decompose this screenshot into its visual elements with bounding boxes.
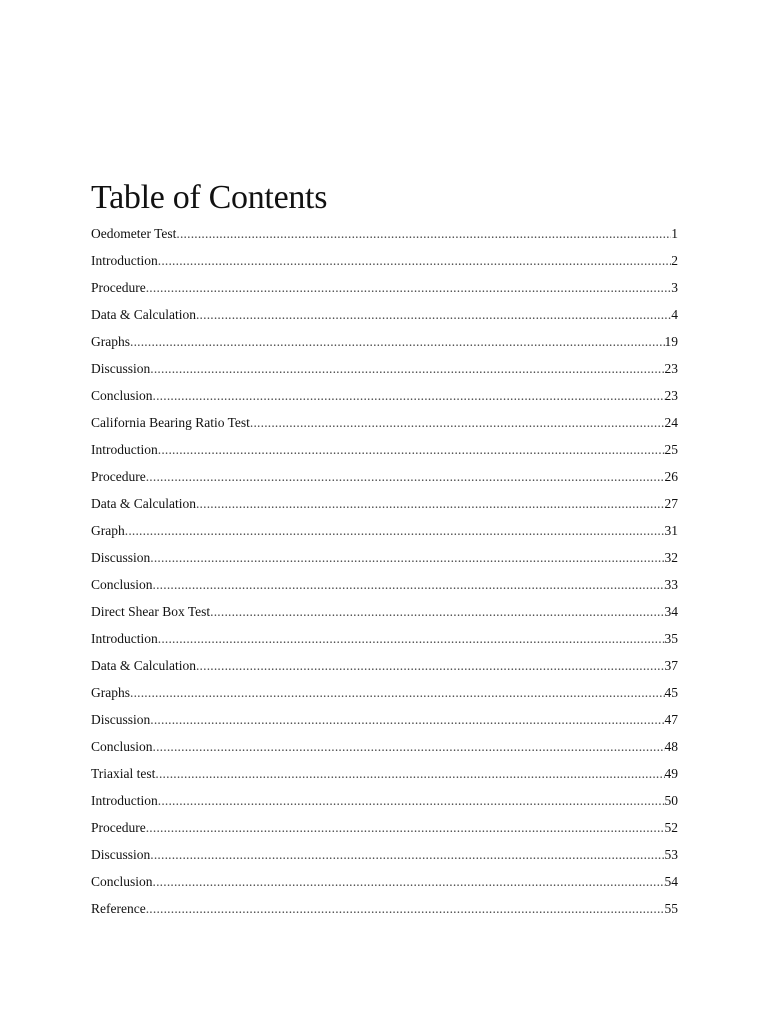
toc-entry[interactable] bbox=[91, 706, 678, 733]
toc-entry[interactable] bbox=[91, 301, 678, 328]
dot-leader bbox=[150, 706, 664, 733]
toc-entry[interactable] bbox=[91, 544, 678, 571]
toc-entry-page-number: 23 bbox=[664, 388, 678, 403]
toc-entry[interactable] bbox=[91, 895, 678, 922]
toc-entry-label[interactable]: Discussion bbox=[91, 361, 151, 376]
toc-entry-label[interactable]: Data & Calculation bbox=[91, 496, 196, 511]
toc-entry-page-number: 33 bbox=[664, 577, 678, 592]
dot-leader bbox=[196, 490, 665, 517]
toc-entry-page-number: 50 bbox=[664, 793, 678, 808]
toc-entry[interactable] bbox=[91, 409, 678, 436]
dot-leader bbox=[146, 463, 665, 490]
toc-entry[interactable] bbox=[91, 571, 678, 598]
toc-entry-page-number: 1 bbox=[671, 226, 678, 241]
dot-leader bbox=[125, 517, 665, 544]
toc-entry-label[interactable]: Introduction bbox=[91, 442, 158, 457]
toc-entry-page-number: 24 bbox=[664, 415, 678, 430]
toc-entry-label[interactable]: Oedometer Test bbox=[91, 226, 177, 241]
toc-entry-page-number: 37 bbox=[664, 658, 678, 673]
toc-entry-label[interactable]: Discussion bbox=[91, 550, 151, 565]
toc-entry-label[interactable]: Introduction bbox=[91, 631, 158, 646]
toc-entry[interactable] bbox=[91, 220, 678, 247]
toc-entry-label[interactable]: Reference bbox=[91, 901, 146, 916]
toc-entry[interactable] bbox=[91, 436, 678, 463]
toc-entry-label[interactable]: Procedure bbox=[91, 820, 146, 835]
dot-leader bbox=[155, 760, 664, 787]
dot-leader bbox=[158, 247, 672, 274]
toc-entry[interactable] bbox=[91, 733, 678, 760]
toc-entry[interactable] bbox=[91, 625, 678, 652]
toc-entry[interactable] bbox=[91, 247, 678, 274]
toc-entry[interactable] bbox=[91, 517, 678, 544]
dot-leader bbox=[153, 868, 665, 895]
toc-entry-page-number: 27 bbox=[664, 496, 678, 511]
dot-leader bbox=[176, 220, 671, 247]
toc-entry-label[interactable]: Data & Calculation bbox=[91, 658, 196, 673]
toc-entry[interactable] bbox=[91, 274, 678, 301]
toc-entry-page-number: 4 bbox=[671, 307, 678, 322]
toc-entry[interactable] bbox=[91, 679, 678, 706]
toc-entry-label[interactable]: Graphs bbox=[91, 685, 130, 700]
toc-entry[interactable] bbox=[91, 598, 678, 625]
dot-leader bbox=[158, 787, 665, 814]
toc-entry-label[interactable]: Introduction bbox=[91, 253, 158, 268]
toc-entry-page-number: 26 bbox=[664, 469, 678, 484]
toc-entry-page-number: 49 bbox=[664, 766, 678, 781]
toc-entry[interactable] bbox=[91, 652, 678, 679]
dot-leader bbox=[130, 679, 665, 706]
toc-entry-label[interactable]: Conclusion bbox=[91, 874, 153, 889]
toc-entry-page-number: 35 bbox=[664, 631, 678, 646]
toc-entry-page-number: 47 bbox=[664, 712, 678, 727]
dot-leader bbox=[196, 652, 665, 679]
toc-entry-page-number: 34 bbox=[664, 604, 678, 619]
dot-leader bbox=[150, 841, 664, 868]
toc-entry-label[interactable]: Conclusion bbox=[91, 577, 153, 592]
dot-leader bbox=[153, 733, 665, 760]
toc-entry-page-number: 25 bbox=[664, 442, 678, 457]
toc-entry-page-number: 2 bbox=[671, 253, 678, 268]
toc-entry-label[interactable]: Graph bbox=[91, 523, 125, 538]
toc-entry[interactable] bbox=[91, 382, 678, 409]
page-title: Table of Contents bbox=[91, 179, 328, 216]
toc-entry[interactable] bbox=[91, 841, 678, 868]
toc-entry-label[interactable]: Introduction bbox=[91, 793, 158, 808]
toc-entry-page-number: 3 bbox=[671, 280, 678, 295]
toc-entry[interactable] bbox=[91, 814, 678, 841]
toc-entry-page-number: 48 bbox=[664, 739, 678, 754]
toc-entry-page-number: 19 bbox=[664, 334, 678, 349]
dot-leader bbox=[146, 274, 672, 301]
toc-entry[interactable] bbox=[91, 490, 678, 517]
toc-entry-label[interactable]: Triaxial test bbox=[91, 766, 156, 781]
toc-entry-page-number: 55 bbox=[664, 901, 678, 916]
toc-entry-label[interactable]: Conclusion bbox=[91, 388, 153, 403]
dot-leader bbox=[210, 598, 664, 625]
toc-entry-label[interactable]: Graphs bbox=[91, 334, 130, 349]
toc-entry-label[interactable]: Discussion bbox=[91, 847, 151, 862]
toc-entry-label[interactable]: Direct Shear Box Test bbox=[91, 604, 211, 619]
dot-leader bbox=[150, 355, 664, 382]
toc-entry-page-number: 52 bbox=[664, 820, 678, 835]
dot-leader bbox=[146, 814, 665, 841]
toc-entry-label[interactable]: Procedure bbox=[91, 280, 146, 295]
toc-entry[interactable] bbox=[91, 355, 678, 382]
toc-entry-page-number: 31 bbox=[664, 523, 678, 538]
toc-entry-label[interactable]: Procedure bbox=[91, 469, 146, 484]
dot-leader bbox=[158, 436, 665, 463]
toc-entry-label[interactable]: Discussion bbox=[91, 712, 151, 727]
toc-entry-label[interactable]: Data & Calculation bbox=[91, 307, 196, 322]
toc-entry-page-number: 45 bbox=[664, 685, 678, 700]
dot-leader bbox=[146, 895, 665, 922]
toc-entry-label[interactable]: California Bearing Ratio Test bbox=[91, 415, 250, 430]
toc-entry[interactable] bbox=[91, 328, 678, 355]
toc-entry-page-number: 23 bbox=[664, 361, 678, 376]
toc-entry-page-number: 32 bbox=[664, 550, 678, 565]
dot-leader bbox=[158, 625, 665, 652]
toc-entry-page-number: 53 bbox=[664, 847, 678, 862]
toc-entry[interactable] bbox=[91, 760, 678, 787]
dot-leader bbox=[153, 382, 665, 409]
toc-entry-page-number: 54 bbox=[664, 874, 678, 889]
toc-entry[interactable] bbox=[91, 787, 678, 814]
dot-leader bbox=[196, 301, 671, 328]
toc-entry[interactable] bbox=[91, 463, 678, 490]
toc-entry[interactable] bbox=[91, 868, 678, 895]
dot-leader bbox=[130, 328, 665, 355]
dot-leader bbox=[250, 409, 665, 436]
dot-leader bbox=[153, 571, 665, 598]
table-of-contents bbox=[91, 178, 678, 922]
toc-list bbox=[91, 220, 678, 922]
toc-entry-label[interactable]: Conclusion bbox=[91, 739, 153, 754]
dot-leader bbox=[150, 544, 664, 571]
